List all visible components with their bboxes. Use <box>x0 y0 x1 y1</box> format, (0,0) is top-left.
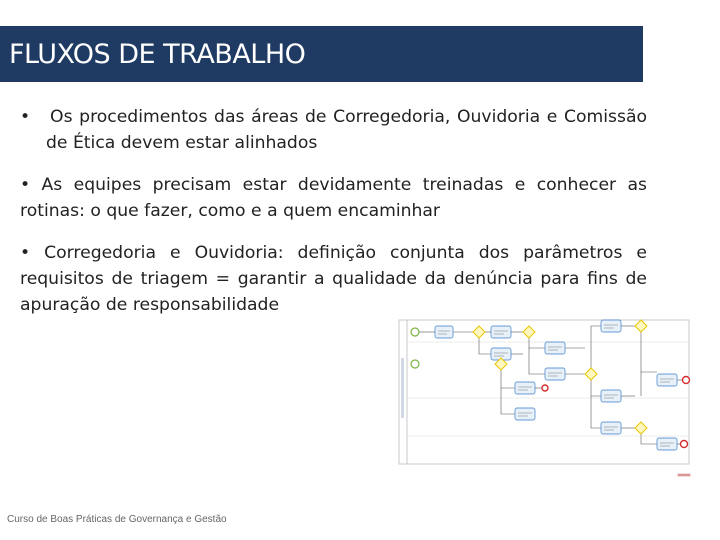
bullet-marker: • <box>20 243 31 263</box>
slide-footer: Curso de Boas Práticas de Governança e Gestão <box>7 514 227 525</box>
tiny-red-logo-icon <box>677 472 691 478</box>
title-bar <box>0 26 643 82</box>
bullet-text: As equipes precisam estar devidamente treinadas e conhecer as rotinas: o que fazer, como e a quem encaminhar <box>20 175 647 221</box>
bullet-item <box>20 240 647 318</box>
bpmn-workflow-diagram-icon <box>395 318 692 466</box>
process-diagram-image <box>395 318 692 466</box>
bullet-marker: • <box>20 175 31 195</box>
bullet-list <box>20 104 647 334</box>
bullet-marker: • <box>20 107 31 127</box>
slide-title: FLUXOS DE TRABALHO <box>9 38 306 70</box>
bullet-item <box>20 104 647 156</box>
bullet-item <box>20 172 647 224</box>
logo-icon <box>677 472 691 479</box>
bullet-text: Corregedoria e Ouvidoria: definição conjunta dos parâmetros e requisitos de triagem = garantir a qualidade da denúncia para fins de apuração de responsabilidade <box>20 243 647 315</box>
bullet-text: Os procedimentos das áreas de Corregedoria, Ouvidoria e Comissão de Ética devem estar alinhados <box>46 107 648 153</box>
